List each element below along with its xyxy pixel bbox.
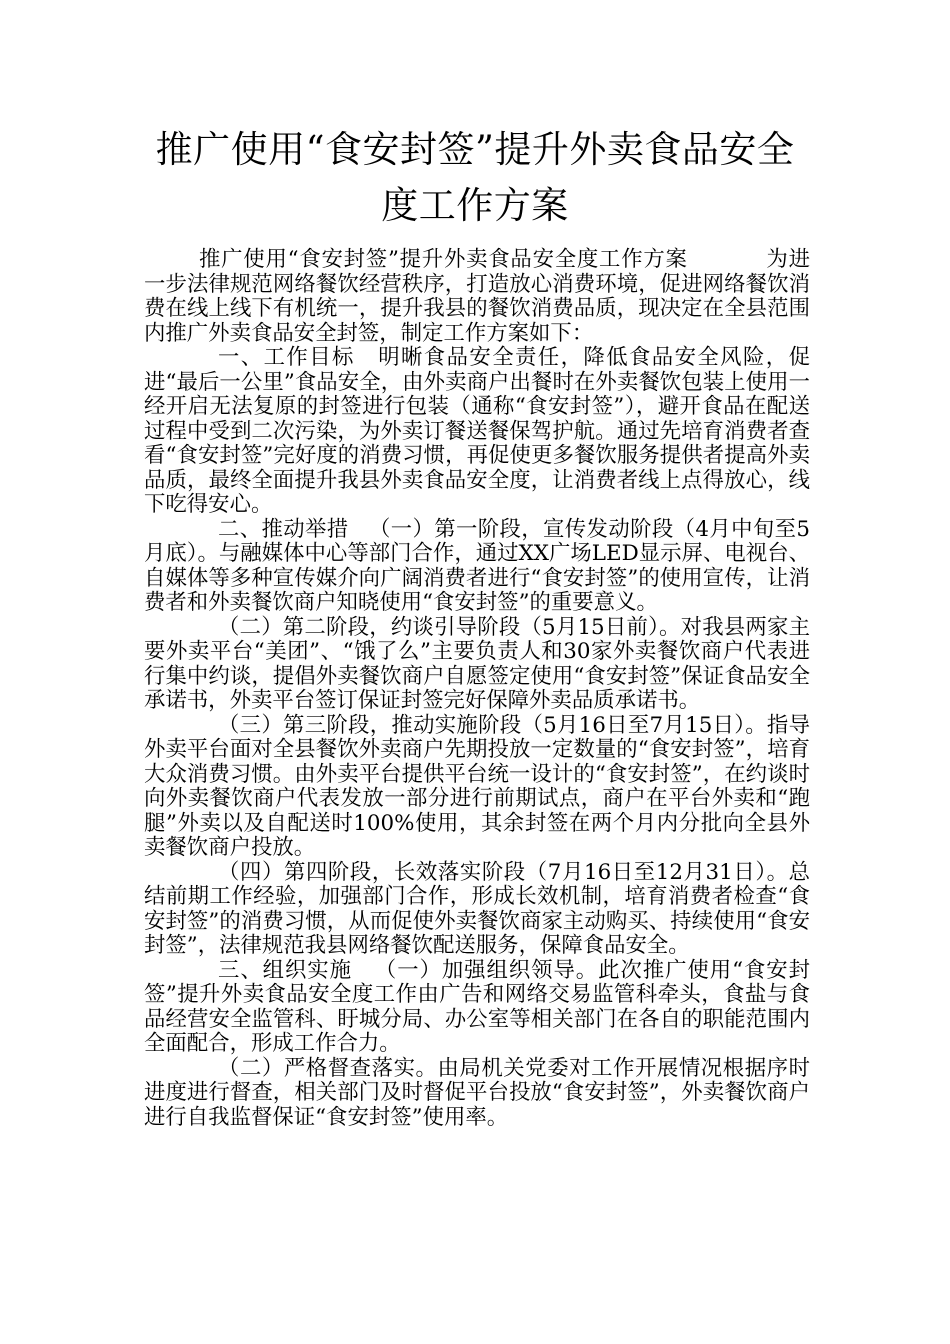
section-2-paragraph-3: （三）第三阶段，推动实施阶段（5月16日至7月15日）。指导外卖平台面对全县餐饮外卖商户先期投放一定数量的“食安封签”，培育大众消费习惯。由外卖平台提供平台统一设计的“食安封签”，在约谈时向外卖餐饮商户代表发放一部分进行前期试点，商户在平台外卖和“跑腿”外卖以及自配送时100%使用，其余封签在两个月内分批向全县外卖餐饮商户投放。: [144, 712, 810, 860]
section-2-paragraph-4: （四）第四阶段，长效落实阶段（7月16日至12月31日）。总结前期工作经验，加强部门合作，形成长效机制，培育消费者检查“食安封签”的消费习惯，从而促使外卖餐饮商家主动购买、持续使用“食安封签”，法律规范我县网络餐饮配送服务，保障食品安全。: [144, 859, 810, 958]
section-3-paragraph-1: [144, 959, 810, 1057]
section-2-text-1: （一）第一阶段，宣传发动阶段（4月中旬至5月底）。与融媒体中心等部门合作，通过XX广场LED显示屏、电视台、自媒体等多种宣传媒介向广阔消费者进行“食安封签”的使用宣传，让消费者和外卖餐饮商户知晓使用“食安封签”的重要意义。: [144, 516, 810, 615]
section-1-text: 明晰食品安全责任，降低食品安全风险，促进“最后一公里”食品安全，由外卖商户出餐时在外卖餐饮包装上使用一经开启无法复原的封签进行包装（通称“食安封签”），避开食品在配送过程中受到二次污染，为外卖订餐送餐保驾护航。通过先培育消费者查看“食安封签”完好度的消费习惯，再促使更多餐饮服务提供者提高外卖品质，最终全面提升我县外卖食品安全度，让消费者线上点得放心，线下吃得安心。: [144, 345, 810, 517]
document-title: [120, 122, 830, 234]
intro-paragraph: [144, 248, 810, 346]
section-1-paragraph: [144, 346, 810, 518]
section-1-heading: 一、工作目标: [218, 345, 355, 370]
section-2-paragraph-1: [144, 518, 810, 616]
document-body: [144, 248, 810, 1130]
intro-text: 为进一步法律规范网络餐饮经营秩序，打造放心消费环境，促进网络餐饮消费在线上线下有机统一，提升我县的餐饮消费品质，现决定在全县范围内推广外卖食品安全封签，制定工作方案如下：: [144, 247, 810, 346]
title-line-1: 推广使用“食安封签”提升外卖食品安全: [155, 128, 795, 171]
intro-lead: 推广使用“食安封签”提升外卖食品安全度工作方案: [199, 247, 688, 272]
title-line-2: 度工作方案: [381, 184, 569, 227]
section-3-heading: 三、组织实施: [218, 957, 352, 983]
section-3-paragraph-2: （二）严格督查落实。由局机关党委对工作开展情况根据序时进度进行督查，相关部门及时督促平台投放“食安封签”，外卖餐饮商户进行自我监督保证“食安封签”使用率。: [144, 1055, 810, 1130]
section-3-text-1: （一）加强组织领导。此次推广使用“食安封签”提升外卖食品安全度工作由广告和网络交易监管科牵头，食盐与食品经营安全监管科、盱城分局、办公室等相关部门在各自的职能范围内全面配合，形成工作合力。: [144, 957, 810, 1056]
section-2-heading: 二、推动举措: [218, 516, 349, 542]
section-2-paragraph-2: （二）第二阶段，约谈引导阶段（5月15日前）。对我县两家主要外卖平台“美团”、“饿了么”主要负责人和30家外卖餐饮商户代表进行集中约谈，提倡外卖餐饮商户自愿签定使用“食安封签”保证食品安全承诺书，外卖平台签订保证封签完好保障外卖品质承诺书。: [144, 614, 810, 713]
